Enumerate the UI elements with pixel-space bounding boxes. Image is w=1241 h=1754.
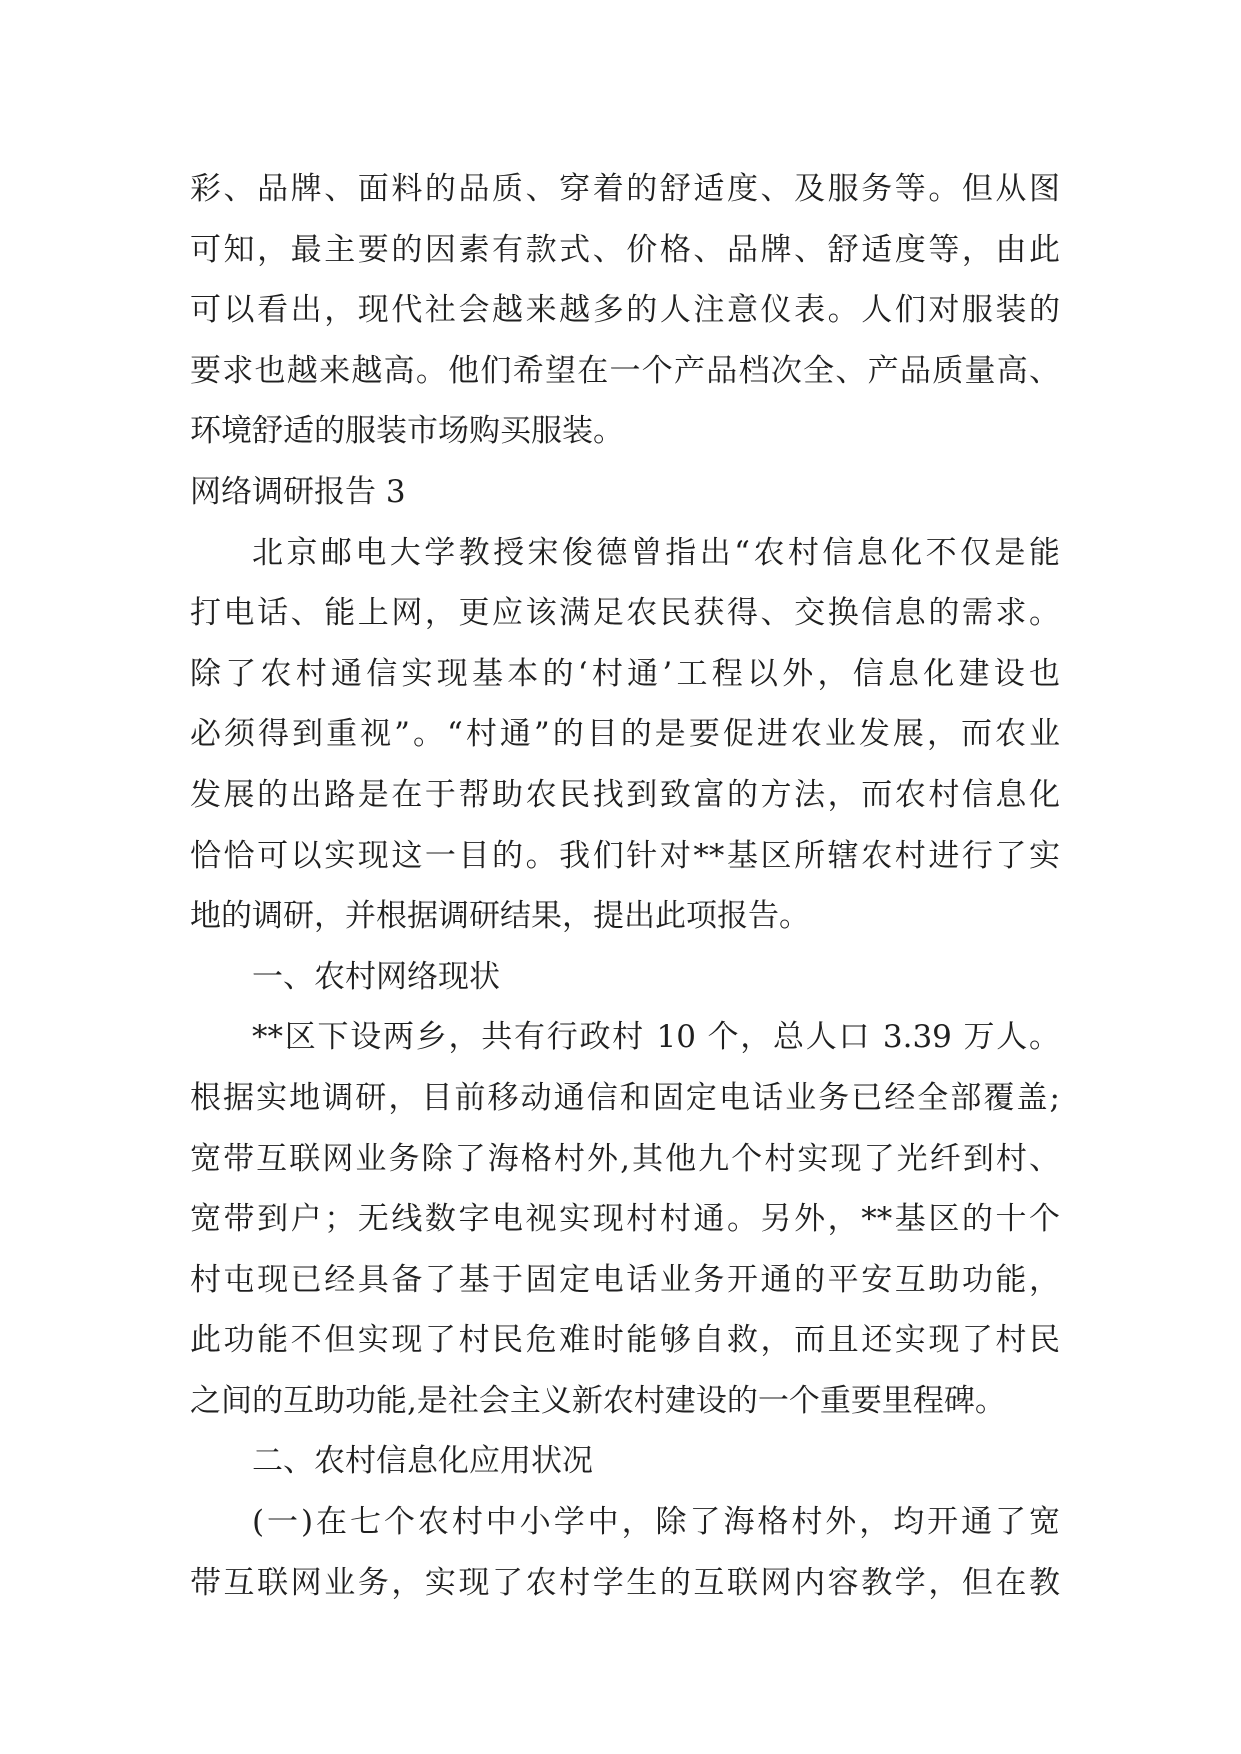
- text-line: 必须得到重视”。“村通”的目的是要促进农业发展，而农业: [190, 716, 1060, 753]
- text-line: 根据实地调研，目前移动通信和固定电话业务已经全部覆盖;: [190, 1079, 1060, 1116]
- text-line: 发展的出路是在于帮助农民找到致富的方法，而农村信息化: [190, 776, 1060, 813]
- text-line: 宽带到户；无线数字电视实现村村通。另外，**基区的十个: [190, 1201, 1060, 1238]
- text-line: 地的调研，并根据调研结果，提出此项报告。: [190, 898, 810, 935]
- document-body: [190, 159, 1060, 1613]
- text-line: **区下设两乡，共有行政村 10 个，总人口 3.39 万人。: [252, 1019, 1060, 1056]
- text-line: 北京邮电大学教授宋俊德曾指出“农村信息化不仅是能: [252, 534, 1060, 571]
- text-line: 要求也越来越高。他们希望在一个产品档次全、产品质量高、: [190, 352, 1060, 389]
- text-line: 彩、品牌、面料的品质、穿着的舒适度、及服务等。但从图: [190, 171, 1060, 207]
- text-line: 此功能不但实现了村民危难时能够自救，而且还实现了村民: [190, 1322, 1060, 1359]
- text-line: 除了农村通信实现基本的‘村通’工程以外，信息化建设也: [190, 655, 1060, 692]
- text-line: 宽带互联网业务除了海格村外,其他九个村实现了光纤到村、: [190, 1140, 1060, 1177]
- text-line: (一)在七个农村中小学中，除了海格村外，均开通了宽: [252, 1504, 1060, 1541]
- text-line: 打电话、能上网，更应该满足农民获得、交换信息的需求。: [190, 595, 1060, 632]
- text-line: 恰恰可以实现这一目的。我们针对**基区所辖农村进行了实: [190, 837, 1060, 874]
- text-line: 可知，最主要的因素有款式、价格、品牌、舒适度等，由此: [190, 231, 1060, 268]
- text-line: 带互联网业务，实现了农村学生的互联网内容教学，但在教: [190, 1564, 1060, 1601]
- text-line: 环境舒适的服装市场购买服装。: [190, 413, 624, 450]
- text-line: 村屯现已经具备了基于固定电话业务开通的平安互助功能，: [190, 1261, 1060, 1298]
- text-line: 之间的互助功能,是社会主义新农村建设的一个重要里程碑。: [190, 1382, 1006, 1419]
- section-title: 网络调研报告 3: [190, 473, 406, 510]
- subsection-heading: 二、农村信息化应用状况: [252, 1443, 593, 1480]
- subsection-heading: 一、农村网络现状: [252, 958, 500, 995]
- text-line: 可以看出，现代社会越来越多的人注意仪表。人们对服装的: [190, 292, 1060, 329]
